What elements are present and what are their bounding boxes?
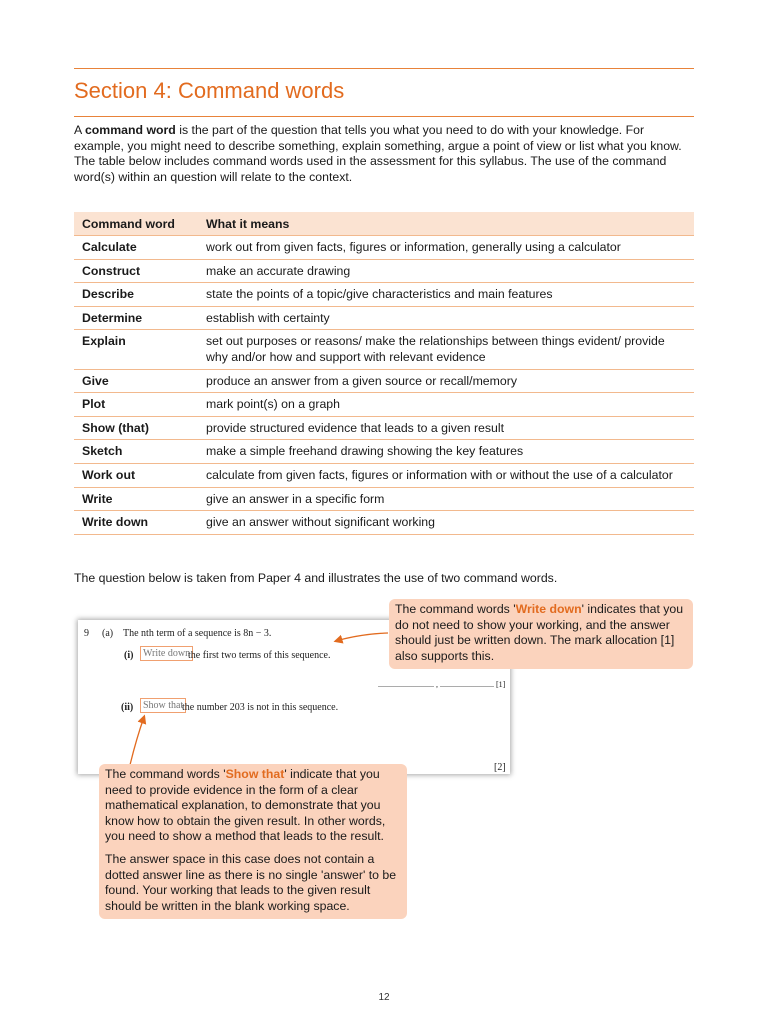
page-number: 12: [378, 992, 390, 1003]
command-word-cell: Give: [74, 369, 198, 393]
header-command-word: Command word: [74, 212, 198, 236]
meaning-cell: work out from given facts, figures or information, generally using a calculator: [198, 236, 694, 260]
meaning-cell: state the points of a topic/give characteristics and main features: [198, 283, 694, 307]
command-word-cell: Write: [74, 487, 198, 511]
command-word-cell: Plot: [74, 393, 198, 417]
command-word-cell: Write down: [74, 511, 198, 535]
command-word-cell: Sketch: [74, 440, 198, 464]
meaning-cell: provide structured evidence that leads to a given result: [198, 416, 694, 440]
meaning-cell: give an answer without significant working: [198, 511, 694, 535]
command-show-that: Show that: [140, 700, 186, 711]
command-word-cell: Calculate: [74, 236, 198, 260]
callout-show-that-p2: The answer space in this case does not contain a dotted answer line as there is no single 'answer' to be found. Your working that leads to the given result should be written in the blank working space.: [105, 851, 397, 913]
callout-write-down-text: The command words 'Write down' indicates that you do not need to show your working, and the answer should just be written down. The mark allocation [1] also supports this.: [395, 602, 684, 663]
command-write-down: Write down: [140, 648, 193, 659]
meaning-cell: mark point(s) on a graph: [198, 393, 694, 417]
meaning-cell: give an answer in a specific form: [198, 487, 694, 511]
mark-allocation: [2]: [494, 762, 506, 773]
command-word-cell: Explain: [74, 330, 198, 369]
intro-paragraph: A command word is the part of the question that tells you what you need to do with your knowledge. For example, you might need to describe something, explain something, argue a point of view or list what you know. The table below includes command words used in the assessment for this syllabus. The use of the command word(s) within an question will relate to the context.: [74, 123, 682, 184]
meaning-cell: produce an answer from a given source or recall/memory: [198, 369, 694, 393]
command-word-cell: Construct: [74, 259, 198, 283]
intro-term: command word: [84, 123, 176, 137]
callout-show-that-p1: The command words 'Show that' indicate that you need to provide evidence in the form of a clear mathematical explanation, to demonstrate that you know how to obtain the given result. In other words, you need to show a method that leads to the result.: [105, 767, 386, 844]
callout-write-down: [389, 599, 693, 669]
question-number: 9: [84, 628, 89, 639]
command-word-cell: Describe: [74, 283, 198, 307]
answer-line: ............................ , ........................... [1]: [378, 680, 506, 689]
meaning-cell: make a simple freehand drawing showing the key features: [198, 440, 694, 464]
command-word-cell: Work out: [74, 463, 198, 487]
section-title: Section 4: Command words: [74, 78, 345, 103]
question-part-i: (i): [124, 650, 134, 661]
arrow-to-write-down: [336, 633, 388, 641]
meaning-cell: establish with certainty: [198, 306, 694, 330]
question-intro: The question below is taken from Paper 4 and illustrates the use of two command words.: [74, 571, 558, 585]
question-part-ii: (ii): [121, 702, 134, 713]
question-text-i: the first two terms of this sequence.: [188, 650, 331, 661]
meaning-cell: make an accurate drawing: [198, 259, 694, 283]
callout-show-that: [99, 764, 407, 919]
header-what-it-means: What it means: [198, 212, 694, 236]
command-word-cell: Determine: [74, 306, 198, 330]
meaning-cell: calculate from given facts, figures or information with or without the use of a calculator: [198, 463, 694, 487]
question-text-ii: the number 203 is not in this sequence.: [182, 702, 339, 713]
meaning-cell: set out purposes or reasons/ make the relationships between things evident/ provide why and/or how and support with relevant evidence: [198, 330, 694, 369]
arrow-to-show-that: [130, 717, 144, 765]
command-word-cell: Show (that): [74, 416, 198, 440]
question-part-a: (a): [102, 628, 114, 639]
question-stem: The nth term of a sequence is 8n − 3.: [123, 628, 272, 639]
